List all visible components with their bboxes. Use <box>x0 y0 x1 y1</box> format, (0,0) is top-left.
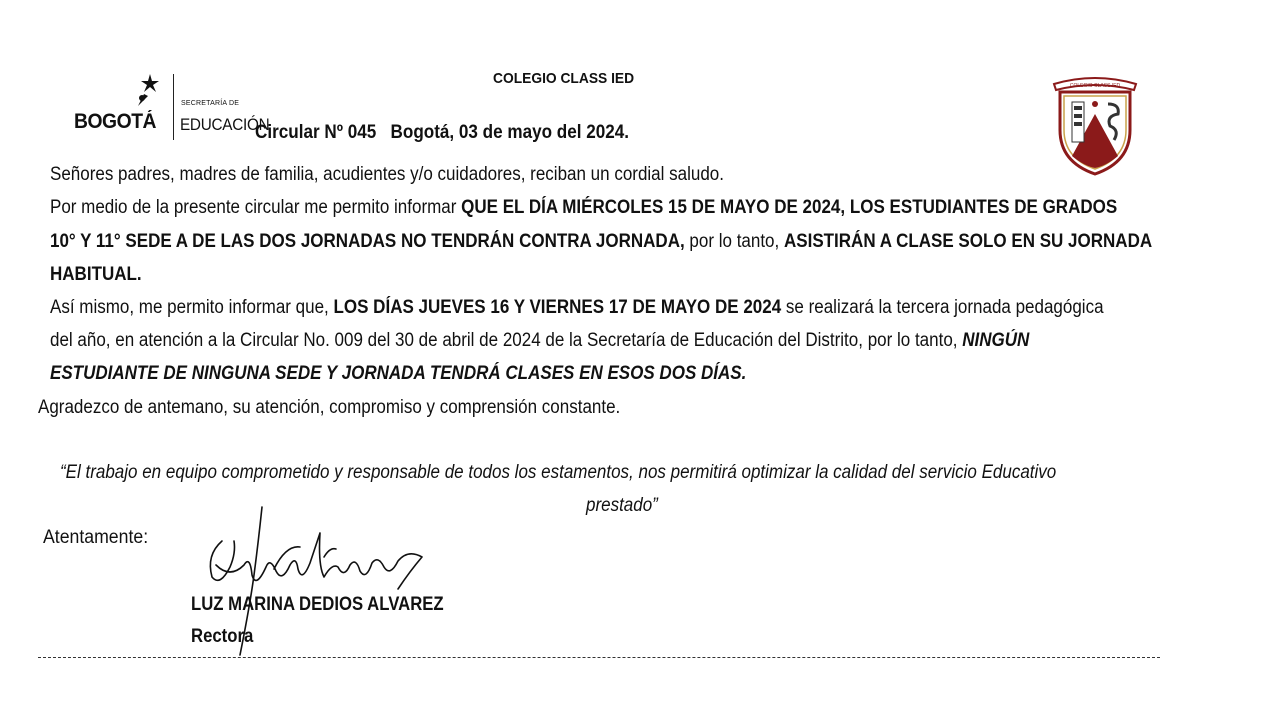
pedagogical-day-line-1 <box>50 296 1104 320</box>
bogota-star-icon <box>132 72 162 108</box>
pedagogical-day-line-3 <box>50 362 746 386</box>
school-name: COLEGIO CLASS IED <box>493 70 635 87</box>
motto-quote-line-2: prestado” <box>586 495 658 516</box>
motto-quote-line-1: “El trabajo en equipo comprometido y responsable de todos los estamentos, nos permitirá optimizar la calidad del servicio Educativo <box>60 462 1057 483</box>
logo-educacion-text: EDUCACIÓN <box>180 115 270 134</box>
announcement-line-2 <box>50 230 1152 254</box>
greeting-paragraph: Señores padres, madres de familia, acudientes y/o cuidadores, reciban un cordial saludo. <box>50 164 724 185</box>
announcement-line-3 <box>50 263 142 287</box>
pedagogical-reference: del año, en atención a la Circular No. 009 del 30 de abril de 2024 de la Secretaría de Educación del Distrito, por lo tanto, <box>50 330 963 351</box>
announcement-intro: Por medio de la presente circular me permito informar <box>50 197 462 218</box>
pedagogical-dates: LOS DÍAS JUEVES 16 Y VIERNES 17 DE MAYO DE 2024 <box>333 297 782 318</box>
svg-text:COLEGIO CLASS IED: COLEGIO CLASS IED <box>1069 83 1121 89</box>
signer-role: Rectora <box>191 626 254 647</box>
no-classes-notice-1: NINGÚN <box>962 330 1030 351</box>
thanks-paragraph: Agradezco de antemano, su atención, compromiso y comprensión constante. <box>38 397 621 418</box>
pedagogical-intro: Así mismo, me permito informar que, <box>50 297 334 318</box>
circular-heading <box>255 122 629 144</box>
closing-text: Atentamente: <box>43 527 149 548</box>
dashed-divider <box>38 657 1160 658</box>
announcement-bold-3: ASISTIRÁN A CLASE SOLO EN SU JORNADA <box>783 231 1153 252</box>
pedagogical-rest: se realizará la tercera jornada pedagógica <box>781 297 1104 318</box>
announcement-bold-1: QUE EL DÍA MIÉRCOLES 15 DE MAYO DE 2024, LOS ESTUDIANTES DE GRADOS <box>461 197 1118 218</box>
announcement-bold-2: 10° Y 11° SEDE A DE LAS DOS JORNADAS NO TENDRÁN CONTRA JORNADA, <box>50 231 685 252</box>
circular-number: Circular Nº 045 <box>255 122 377 143</box>
pedagogical-day-line-2 <box>50 329 1029 353</box>
bogota-logo-text: BOGOTÁ <box>74 110 157 133</box>
signer-name: LUZ MARINA DEDIOS ALVAREZ <box>191 594 444 615</box>
no-classes-notice-2: ESTUDIANTE DE NINGUNA SEDE Y JORNADA TENDRÁ CLASES EN ESOS DOS DÍAS. <box>50 363 747 384</box>
school-crest-icon <box>1048 70 1142 178</box>
announcement-line-1 <box>50 196 1117 220</box>
logo-divider <box>173 74 174 140</box>
place-date: Bogotá, 03 de mayo del 2024. <box>390 122 630 143</box>
announcement-bold-4: HABITUAL. <box>50 264 142 285</box>
logo-secretaria-text: SECRETARÍA DE <box>181 100 240 107</box>
announcement-connector: por lo tanto, <box>684 231 784 252</box>
